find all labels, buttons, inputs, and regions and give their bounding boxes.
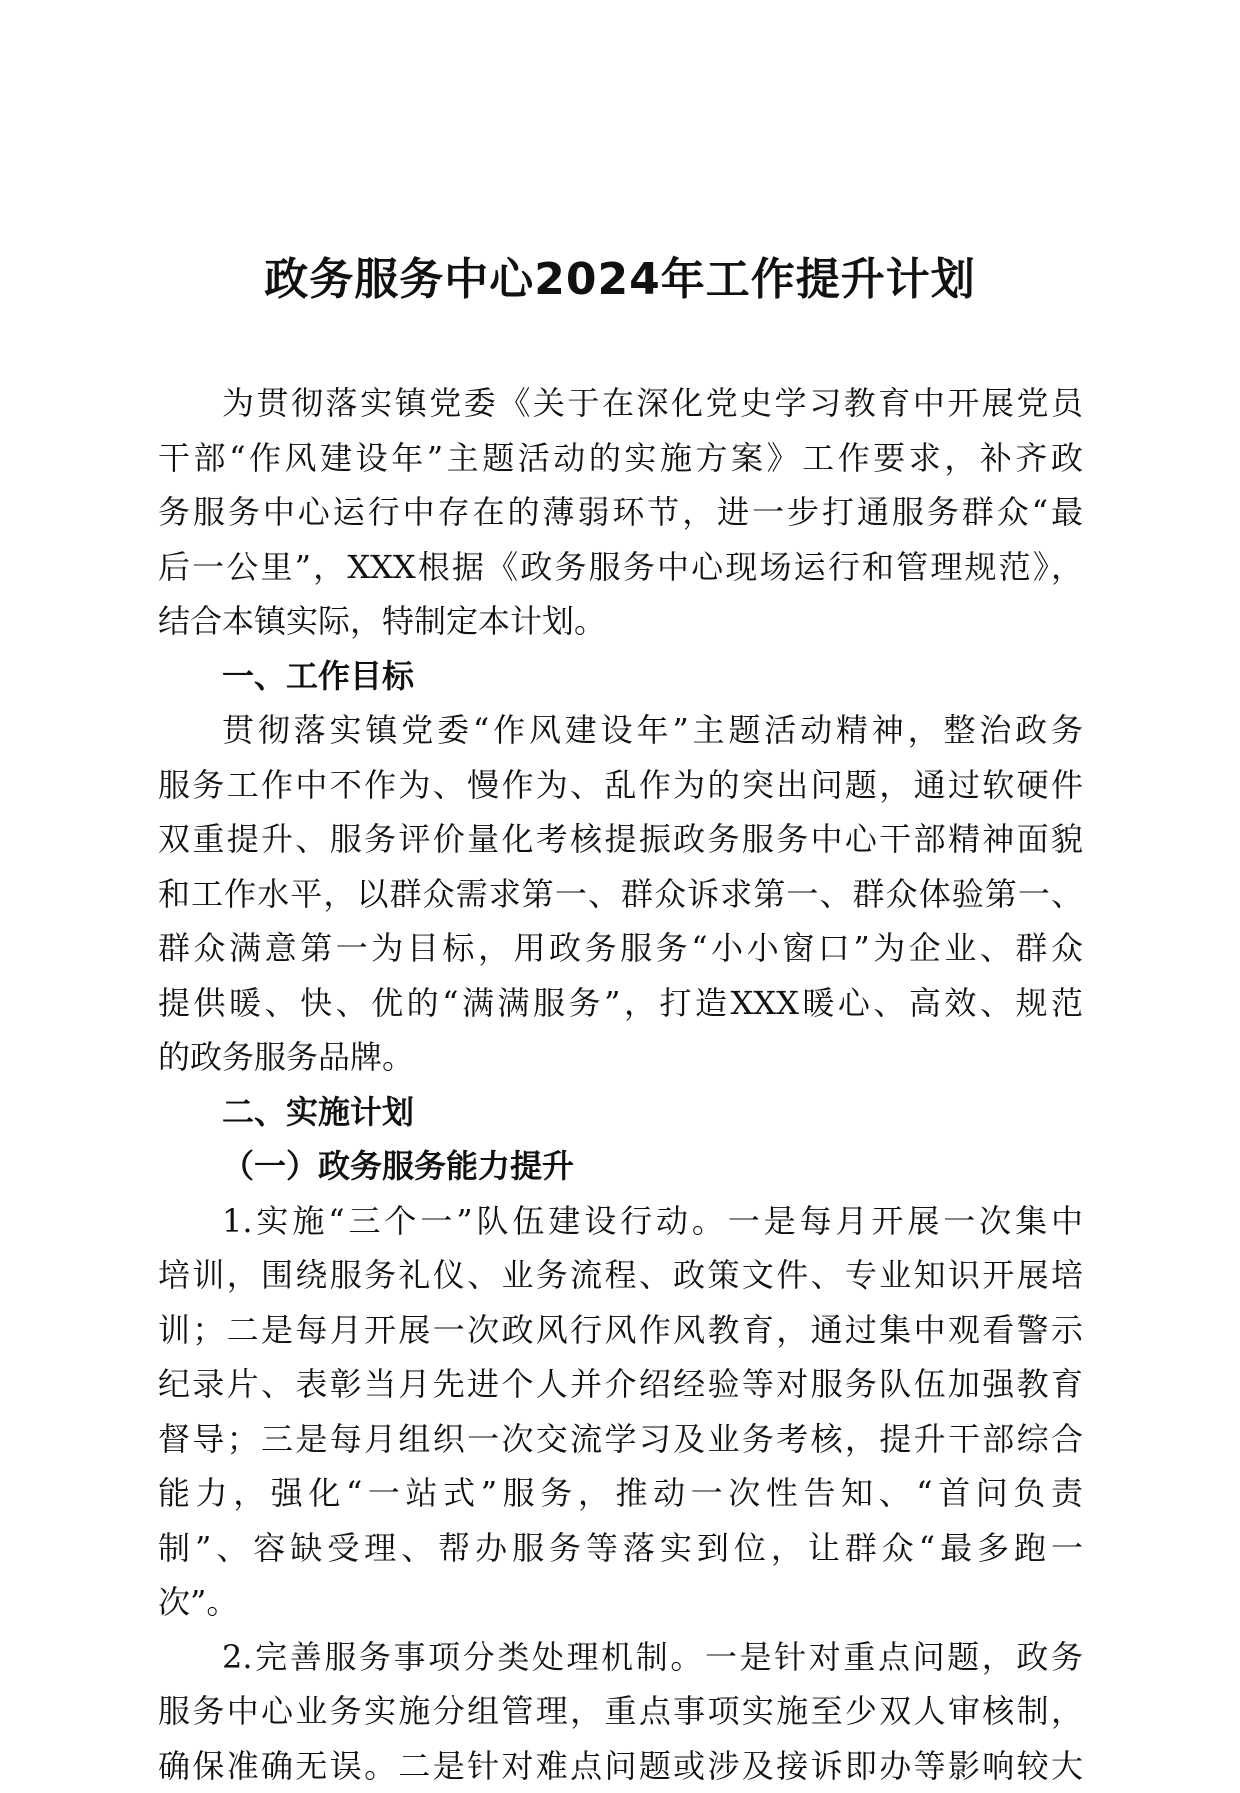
paragraph-line: 的政务服务品牌。 (158, 1030, 1083, 1085)
paragraph-line: 制”、容缺受理、帮办服务等落实到位，让群众“最多跑一 (158, 1521, 1083, 1576)
paragraph-line: 纪录片、表彰当月先进个人并介绍经验等对服务队伍加强教育 (158, 1357, 1083, 1412)
paragraph-line: 服务工作中不作为、慢作为、乱作为的突出问题，通过软硬件 (158, 758, 1083, 813)
paragraph-line: 群众满意第一为目标，用政务服务“小小窗口”为企业、群众 (158, 921, 1083, 976)
paragraph-line: 干部“作风建设年”主题活动的实施方案》工作要求，补齐政 (158, 431, 1083, 486)
paragraph-line: 次”。 (158, 1575, 1083, 1630)
paragraph-line: 确保准确无误。二是针对难点问题或涉及接诉即办等影响较大 (158, 1739, 1083, 1793)
paragraph-line: 贯彻落实镇党委“作风建设年”主题活动精神，整治政务 (158, 703, 1083, 758)
section-heading: 一、工作目标 (158, 649, 1083, 704)
paragraph-line: 为贯彻落实镇党委《关于在深化党史学习教育中开展党员 (158, 376, 1083, 431)
paragraph-line: 提供暖、快、优的“满满服务”，打造XXX暖心、高效、规范 (158, 976, 1083, 1031)
paragraph-line: 结合本镇实际，特制定本计划。 (158, 594, 1083, 649)
paragraph-line: 2.完善服务事项分类处理机制。一是针对重点问题，政务 (158, 1630, 1083, 1685)
subsection-heading: （一）政务服务能力提升 (158, 1139, 1083, 1194)
document-body (158, 376, 1083, 1793)
document-title: 政务服务中心2024年工作提升计划 (0, 252, 1240, 308)
paragraph-line: 服务中心业务实施分组管理，重点事项实施至少双人审核制， (158, 1684, 1083, 1739)
paragraph-line: 能力，强化“一站式”服务，推动一次性告知、“首问负责 (158, 1466, 1083, 1521)
paragraph-line: 后一公里”，XXX根据《政务服务中心现场运行和管理规范》， (158, 540, 1083, 595)
section-heading: 二、实施计划 (158, 1085, 1083, 1140)
paragraph-line: 1.实施“三个一”队伍建设行动。一是每月开展一次集中 (158, 1194, 1083, 1249)
paragraph-line: 务服务中心运行中存在的薄弱环节，进一步打通服务群众“最 (158, 485, 1083, 540)
paragraph-line: 训；二是每月开展一次政风行风作风教育，通过集中观看警示 (158, 1303, 1083, 1358)
paragraph-line: 培训，围绕服务礼仪、业务流程、政策文件、专业知识开展培 (158, 1248, 1083, 1303)
paragraph-line: 督导；三是每月组织一次交流学习及业务考核，提升干部综合 (158, 1412, 1083, 1467)
paragraph-line: 双重提升、服务评价量化考核提振政务服务中心干部精神面貌 (158, 812, 1083, 867)
paragraph-line: 和工作水平，以群众需求第一、群众诉求第一、群众体验第一、 (158, 867, 1083, 922)
